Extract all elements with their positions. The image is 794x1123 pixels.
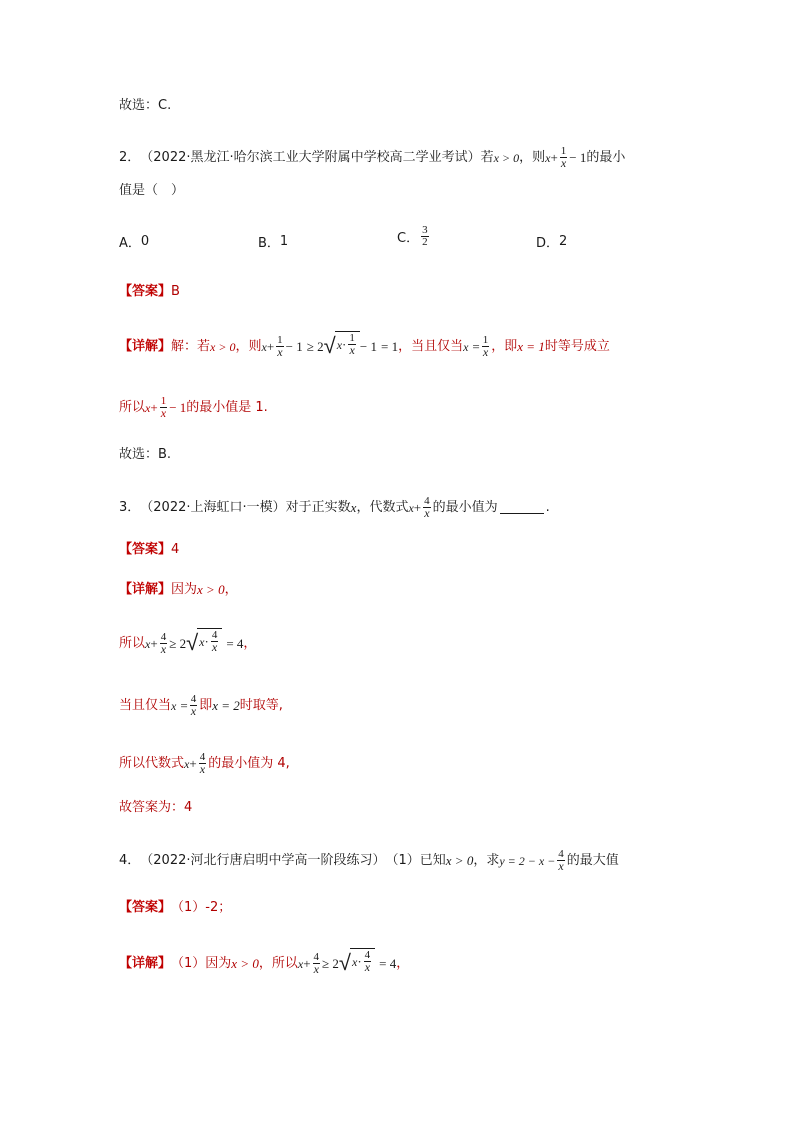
q2-detail-tag: 【详解】 [119,338,172,354]
q3-answer: 4 [171,542,180,557]
q2-detail-line: 【详解】 解：若 x > 0 ，则 x + $\frac{1}{x}$ − 1 ≥ 2 √ x · $\frac{1}{x}$ − 1 = 1 ，当且仅当 x = $\frac{1}{x}$ ，即 x = 1 时等号成立 [119,332,610,359]
q2-option-d: D． 2 [536,234,568,251]
q2-option-c-fraction: $\frac{3}{2}$ [422,224,428,248]
q2-detail-inequality: x + $\frac{1}{x}$ − 1 ≥ 2 √ x · $\frac{1}{x}$ − 1 = 1 [261,332,399,359]
q3-inequality-line: 所以 x + $\frac{4}{x}$ ≥ 2 √ x · $\frac{4}{x}$ = 4 ， [119,629,257,656]
q2-cond-post: ，则 [519,149,546,165]
q4-stem: 4． （2022·河北行唐启明中学高一阶段练习） （1）已知 x > 0 ，求 y = 2 − x − $\frac{4}{x}$ 的最大值 [119,848,619,873]
q2-tail: 的最小 [586,149,626,165]
q4-answer-line [119,899,231,917]
q2-choose-line: 故选：B. [119,447,172,462]
q4-number: 4． [119,852,141,868]
q2-detail-condition: x > 0 [210,339,236,354]
q3-number: 3． [119,499,141,515]
q3-source: （2022·上海虹口·一模） [140,499,286,515]
q3-final-line: 故答案为：4 [119,800,193,815]
q2-line2: 值是（ ） [119,183,185,198]
q4-answer: （1）-2； [171,900,232,915]
q2-stem [119,146,625,169]
q4-detail-line: 【详解】 （1）因为 x > 0 ，所以 x + $\frac{4}{x}$ ≥ 2 √ x · $\frac{4}{x}$ = 4 ， [119,949,410,976]
q2-source: （2022·黑龙江·哈尔滨工业大学附属中学校高二学业考试） [140,149,481,165]
q4-source: （2022·河北行唐启明中学高一阶段练习） [140,852,386,868]
q3-min-expression: x + $\frac{4}{x}$ [184,751,206,776]
q2-detail-equality: x = $\frac{1}{x}$ [463,334,489,359]
q2-conclusion-line: 所以 x + $\frac{1}{x}$ − 1 的最小值是 1. [119,395,268,420]
q3-equality: x = $\frac{4}{x}$ [171,693,197,718]
q3-detail-line: 【详解】 因为 x > 0 ， [119,582,238,597]
q3-min-line: 所以代数式 x + $\frac{4}{x}$ 的最小值为 4, [119,751,290,776]
q4-function: y = 2 − x − $\frac{4}{x}$ [499,848,564,873]
q1-choice-line [119,97,171,115]
q3-inequality: x + $\frac{4}{x}$ ≥ 2 √ x · $\frac{4}{x}$ = 4 [145,629,244,656]
q2-expression: x + $\frac{1}{x}$ − 1 [545,145,587,170]
q2-answer-tag: 【答案】 [119,284,172,299]
q1-choice-text: 故选：C. [119,98,172,113]
q2-option-c: C． $\frac{3}{2}$ [397,224,428,248]
q2-number: 2． [119,149,141,165]
q4-answer-tag: 【答案】 [119,900,172,915]
q2-conclusion-expression: x + $\frac{1}{x}$ − 1 [145,395,187,420]
q3-equality-line: 当且仅当 x = $\frac{4}{x}$ 即 x = 2 时取等, [119,693,283,718]
q2-option-b: B． 1 [258,234,289,251]
q2-answer-line [119,283,180,301]
q2-cond-pre: 若 [480,149,494,165]
q2-answer: B [171,284,180,299]
q3-answer-line [119,541,179,559]
q2-option-a: A． 0 [119,234,150,251]
q3-stem: 3． （2022·上海虹口·一模） 对于正实数 x ，代数式 x + $\frac{4}{x}$ 的最小值为 . [119,495,550,520]
q3-expression: x + $\frac{4}{x}$ [408,495,430,520]
q4-detail-tag: 【详解】 [119,955,172,971]
q2-stem-line2 [119,182,184,200]
q2-condition: x > 0 [493,150,520,165]
q3-detail-tag: 【详解】 [119,582,172,597]
q3-answer-tag: 【答案】 [119,542,172,557]
q4-inequality: x + $\frac{4}{x}$ ≥ 2 √ x · $\frac{4}{x}$ = 4 [297,949,397,976]
q3-answer-blank[interactable] [500,501,544,514]
